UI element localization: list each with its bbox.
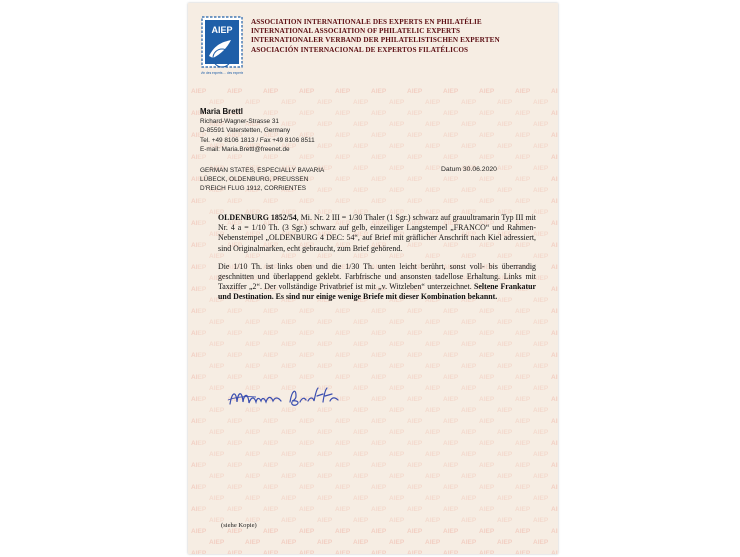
- aiep-logo: [201, 16, 243, 78]
- specialty-item: GERMAN STATES, ESPECIALLY BAVARIA: [200, 167, 325, 174]
- sender-email: E-mail: Maria.Brettl@freenet.de: [200, 145, 290, 153]
- sender-name: Maria Brettl: [200, 107, 243, 116]
- association-name-fr: ASSOCIATION INTERNATIONALE DES EXPERTS EN PHILATÉLIE: [251, 18, 482, 26]
- logo-brand: AIEP: [211, 25, 233, 35]
- sender-block: [200, 107, 315, 154]
- sender-street: Richard-Wagner-Strasse 31: [200, 118, 279, 126]
- condition-text: Die 1/10 Th. ist links oben und die 1/30 Th. unten leicht berührt, sonst voll- bis überrandig geschnitten und überlappend geklebt. Farbfrische und ansonsten tadellose Erhaltung. Links mit Taxziffer „2“. Der vollständige Privatbrief ist mit „v. Witzleben“ unterzeichnet.: [218, 261, 536, 292]
- handwritten-signature: [226, 382, 346, 416]
- rarity-statement: Seltene Frankatur und Destination. Es sind nur einige wenige Briefe mit dieser Kombination bekannt.: [218, 282, 536, 302]
- association-name-en: INTERNATIONAL ASSOCIATION OF PHILATELIC EXPERTS: [251, 27, 461, 36]
- association-header: [251, 18, 551, 55]
- stamp-title: OLDENBURG 1852/54: [218, 213, 297, 222]
- description-paragraph: [218, 213, 536, 254]
- copy-note: (siehe Kopie): [221, 522, 257, 529]
- association-name-de: INTERNATIONALER VERBAND DER PHILATELISTISCHEN EXPERTEN: [251, 36, 500, 45]
- specialty-item: D'REICH FLUG 1912, CORRIENTES: [200, 185, 306, 193]
- certificate-date: Datum 30.06.2020: [441, 166, 497, 173]
- specialty-item: LÜBECK, OLDENBURG, PREUSSEN: [200, 176, 309, 184]
- certificate-body: [218, 213, 536, 311]
- sender-city: D-85591 Vaterstetten, Germany: [200, 127, 291, 135]
- specialties-block: [200, 166, 324, 194]
- association-name-es: ASOCIACIÓN INTERNACIONAL DE EXPERTOS FILATÉLICOS: [251, 45, 469, 54]
- sender-phone: Tel. +49 8106 1813 / Fax +49 8106 8511: [200, 136, 315, 144]
- certificate-document: [188, 3, 558, 554]
- logo-motto: Vin des experts ... des experts: [201, 71, 243, 75]
- description-text: , Mi. Nr. 2 III = 1/30 Thaler (1 Sgr.) schwarz auf grauultramarin Typ III mit Nr. 4 a = 1/10 Th. (3 Sgr.) schwarz auf gelb, einzeiliger Langstempel „FRANCO“ und Rahmen-Nebenstempel „OLDENBURG 4 DEC: 54“, auf Brief mit gräflicher Anschrift nach Kiel adressiert, sind Originalmarken, echt gebraucht, zum Brief gehörend.: [218, 213, 536, 253]
- condition-paragraph: [218, 262, 536, 303]
